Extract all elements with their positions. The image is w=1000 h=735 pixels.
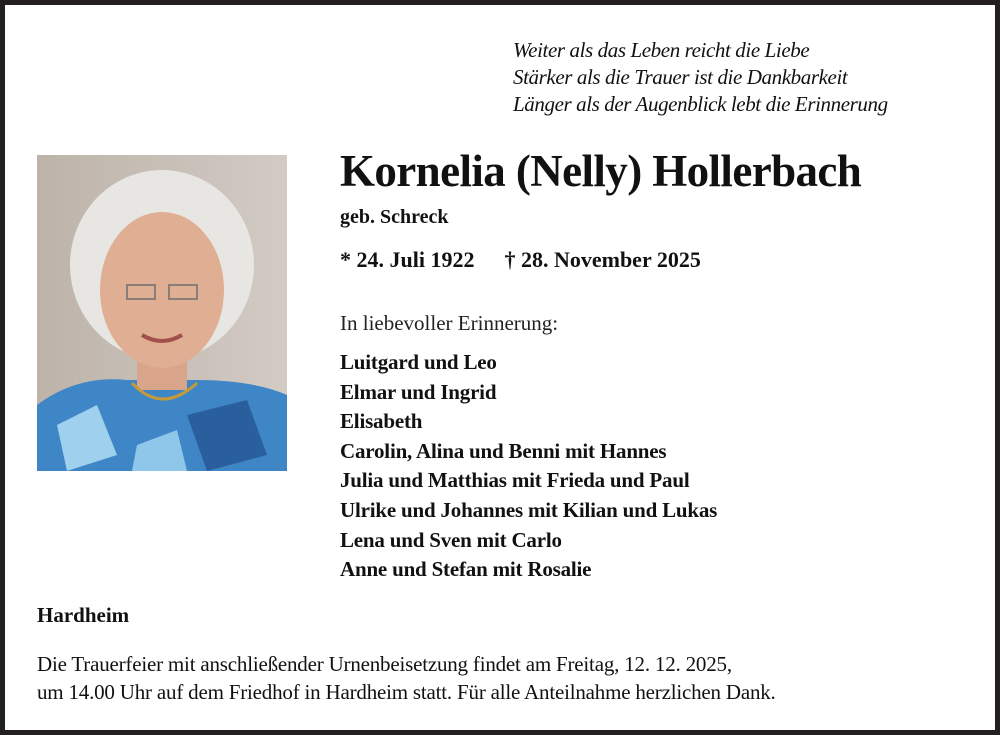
mourner: Anne und Stefan mit Rosalie: [340, 557, 592, 582]
motto-line: Stärker als die Trauer ist die Dankbarkeit: [513, 65, 848, 89]
life-dates: [340, 247, 731, 273]
portrait-photo: [37, 155, 287, 471]
funeral-notice: [37, 650, 776, 706]
deceased-name: Kornelia (Nelly) Hollerbach: [340, 146, 862, 196]
death-date: † 28. November 2025: [504, 247, 701, 272]
mourners-list: [340, 348, 717, 585]
notice-line: um 14.00 Uhr auf dem Friedhof in Hardheim statt. Für alle Anteilnahme herzlichen Dank.: [37, 680, 776, 704]
remembrance-intro: In liebevoller Erinnerung:: [340, 311, 559, 335]
motto-line: Weiter als das Leben reicht die Liebe: [513, 38, 810, 62]
mourner: Ulrike und Johannes mit Kilian und Lukas: [340, 497, 718, 522]
birth-date: * 24. Juli 1922: [340, 247, 475, 272]
mourner: Luitgard und Leo: [340, 350, 497, 374]
obituary-card: [5, 5, 995, 730]
motto-line: Länger als der Augenblick lebt die Erinnerung: [513, 92, 888, 116]
mourner: Elisabeth: [340, 409, 423, 434]
motto: [513, 37, 888, 118]
notice-line: Die Trauerfeier mit anschließender Urnenbeisetzung findet am Freitag, 12. 12. 2025,: [37, 652, 732, 676]
mourner: Julia und Matthias mit Frieda und Paul: [340, 468, 690, 493]
mourner: Elmar und Ingrid: [340, 379, 497, 404]
place: Hardheim: [37, 603, 130, 627]
birth-name: geb. Schreck: [340, 206, 449, 228]
mourner: Carolin, Alina und Benni mit Hannes: [340, 438, 667, 463]
mourner: Lena und Sven mit Carlo: [340, 527, 562, 552]
